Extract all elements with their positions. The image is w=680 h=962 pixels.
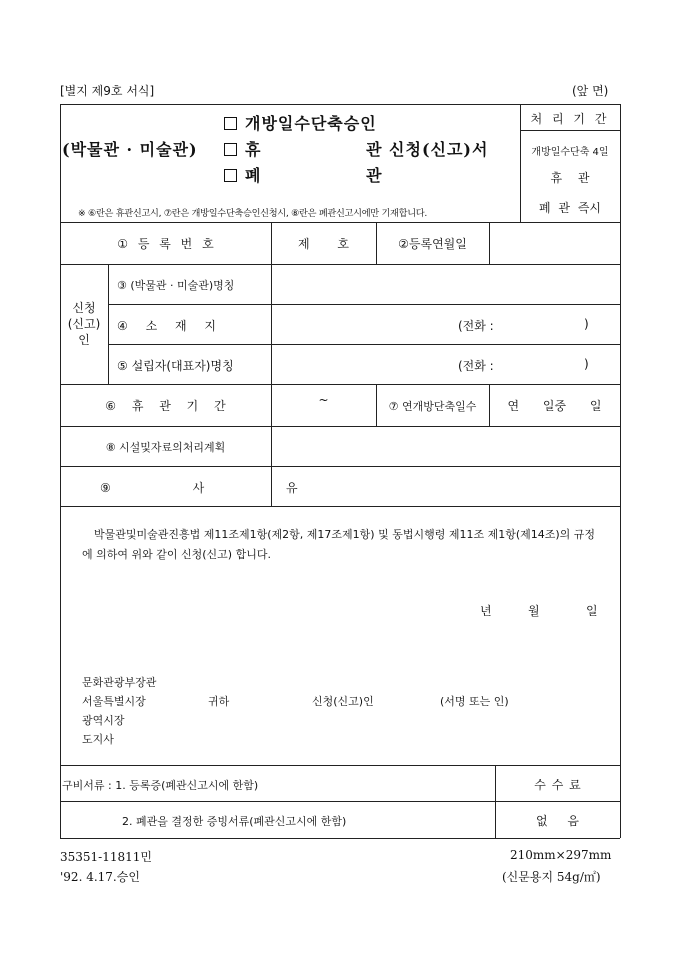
addressee-minister: 문화관광부장관 [82,676,157,689]
title-line2b: 관 신청(신고)서 [366,140,489,159]
founder-phone-close: ) [584,357,589,371]
honorific: 귀하 [208,695,230,708]
title-line3a: 폐 [224,163,261,186]
date-month: 월 [528,604,540,618]
reg-no-label: ① 등 록 번 호 [117,237,214,251]
fee-label: 수 수 료 [534,778,581,792]
note: ※ ⑥란은 휴관신고시, ⑦란은 개방일수단축승인신청시, ⑧란은 폐관신고시에만 기재합니다. [78,208,427,219]
row-line [60,264,620,265]
applicant-label: 신청 (신고) 인 [67,301,101,347]
footer-approval: '92. 4.17.승인 [60,870,140,884]
processing-row2: 휴 관 [550,171,590,185]
page-side: (앞 면) [572,84,609,98]
row-line [60,222,620,223]
founder-phone-label: (전화 : [458,359,494,373]
reduced-days-value: 연 일중 일 [507,399,602,413]
signature-note: (서명 또는 인) [440,695,509,708]
row-line [108,304,620,305]
title-line3b: 관 [366,166,383,185]
footer-code: 35351-11811민 [60,850,152,864]
location-phone-label: (전화 : [458,319,494,333]
checkbox-icon [224,117,237,130]
row-line [60,765,620,766]
row-line [60,801,620,802]
title-line1: 개방일수단축승인 [224,111,377,134]
fee-value: 없 음 [536,814,579,828]
applicant-sign-label: 신청(신고)인 [312,695,374,708]
attachment-item2: 2. 폐관을 결정한 증빙서류(폐관신고시에 한함) [122,815,347,828]
table-right-border [620,104,621,838]
processing-header: 처 리 기 간 [530,112,610,126]
reg-no-value: 제 호 [298,237,349,251]
attachment-item1: 구비서류 : 1. 등록증(폐관신고시에 한함) [62,779,259,792]
table-bottom-border [60,838,620,839]
footer-size: 210mm×297mm [510,848,612,862]
location-label: ④ 소 재 지 [117,319,216,333]
row-line [60,506,620,507]
reason-label: ⑨ 사 유 [100,481,298,495]
addressee-seoul: 서울특별시장 [82,695,146,708]
location-phone-close: ) [584,317,589,331]
row-line [60,426,620,427]
processing-row1: 개방일수단축 4일 [531,147,609,158]
table-left-border [60,104,61,838]
reg-date-label: ②등록연월일 [398,237,467,251]
date-year: 년 [480,604,492,618]
founder-label: ⑤ 설립자(대표자)명칭 [117,359,234,373]
statement-text: 박물관및미술관진흥법 제11조제1항(제2항, 제17조제1항) 및 동법시행령 제11조 제1항(제14조)의 규정에 의하여 위와 같이 신청(신고) 합니다. [82,528,596,561]
processing-row3: 폐 관 즉시 [539,201,601,215]
row-line [108,344,620,345]
processing-header-line [520,130,620,131]
closure-period-value: ~ [318,393,329,407]
table-top-border [60,104,620,105]
title-museum: (박물관 · 미술관) [62,140,198,159]
row-line [60,384,620,385]
closure-period-label: ⑥ 휴 관 기 간 [105,399,226,413]
checkbox-icon [224,143,237,156]
reduced-days-label: ⑦ 연개방단축일수 [388,400,477,413]
footer-paper: (신문용지 54g/㎡) [502,870,601,884]
applicant-divider [108,264,109,384]
disposal-plan-label: ⑧ 시설및자료의처리계획 [105,441,226,454]
addressee-metro: 광역시장 [82,714,125,727]
title-line2a: 휴 [224,137,261,160]
form-label: [별지 제9호 서식] [60,84,155,98]
regdate-divider [489,222,490,264]
addressee-province: 도지사 [82,733,114,746]
row-line [60,466,620,467]
checkbox-icon [224,169,237,182]
date-day: 일 [586,604,598,618]
museum-name-label: ③ (박물관 · 미술관)명칭 [117,279,235,292]
